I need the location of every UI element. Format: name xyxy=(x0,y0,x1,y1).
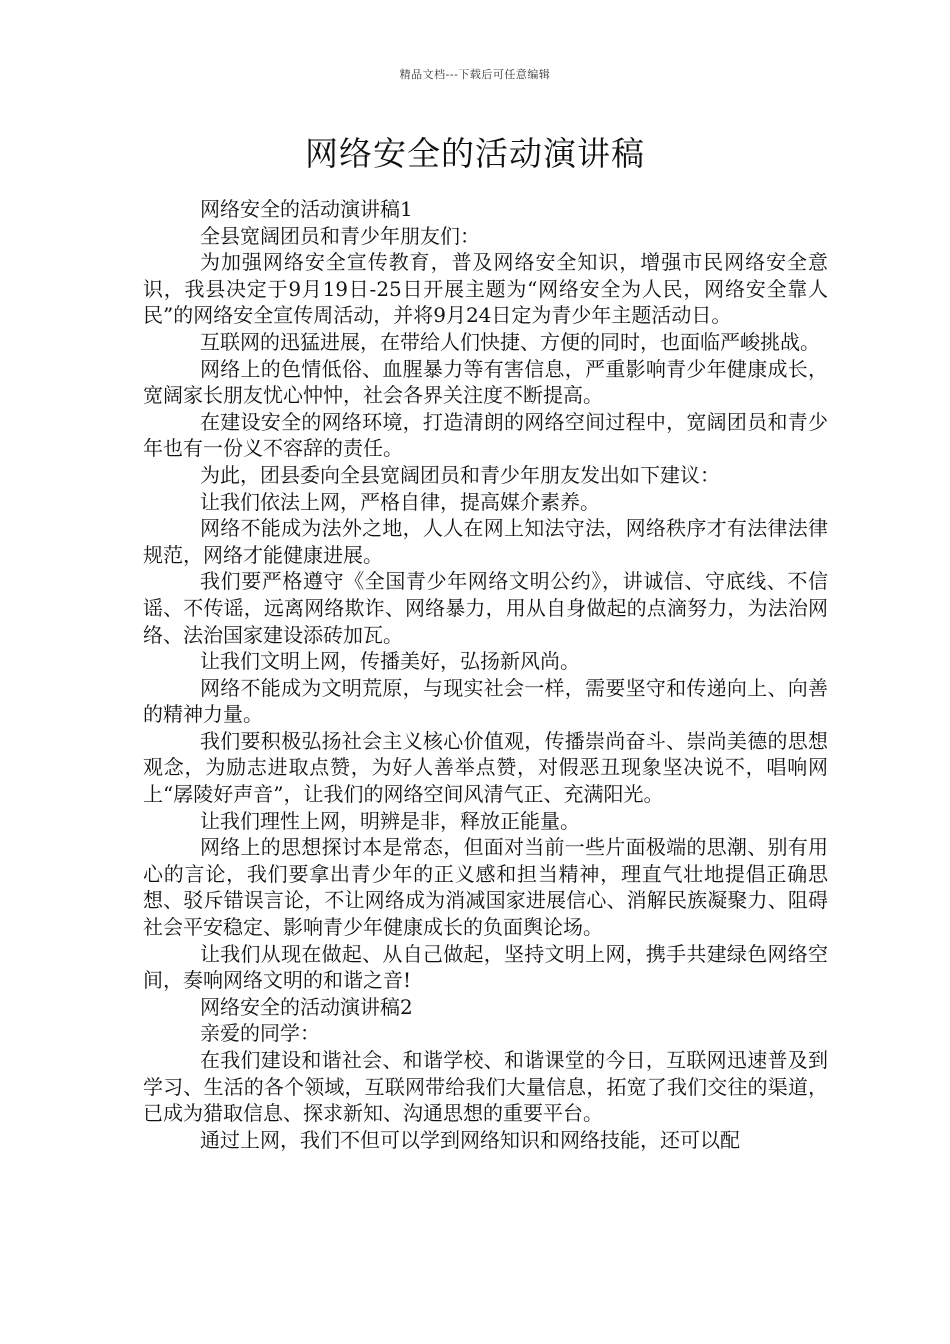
paragraph: 我们要积极弘扬社会主义核心价值观，传播崇尚奋斗、崇尚美德的思想观念，为励志进取点赞，为好人善举点赞，对假恶丑现象坚决说不，唱响网上“孱陵好声音”，让我们的网络空间风清气正、充满阳光。 xyxy=(143,728,828,807)
paragraph: 网络不能成为法外之地，人人在网上知法守法，网络秩序才有法律法律规范，网络才能健康进展。 xyxy=(143,516,828,567)
paragraph: 网络上的思想探讨本是常态，但面对当前一些片面极端的思潮、别有用心的言论，我们要拿出青少年的正义感和担当精神，理直气壮地提倡正确思想、驳斥错误言论，不让网络成为消减国家进展信心、消解民族凝聚力、阻碍社会平安稳定、影响青少年健康成长的负面舆论场。 xyxy=(143,835,828,940)
paragraph: 为加强网络安全宣传教育，普及网络安全知识，增强市民网络安全意识，我县决定于9月19日-25日开展主题为“网络安全为人民，网络安全靠人民”的网络安全宣传周活动，并将9月24日定为青少年主题活动日。 xyxy=(143,250,828,328)
paragraph: 通过上网，我们不但可以学到网络知识和网络技能，还可以配 xyxy=(200,1127,740,1152)
paragraph: 在建设安全的网络环境，打造清朗的网络空间过程中，宽阔团员和青少年也有一份义不容辞的责任。 xyxy=(143,409,828,461)
paragraph: 让我们依法上网，严格自律，提高媒介素养。 xyxy=(200,489,600,514)
paragraph: 为此，团县委向全县宽阔团员和青少年朋友发出如下建议： xyxy=(200,462,720,487)
paragraph: 让我们理性上网，明辨是非，释放正能量。 xyxy=(200,808,580,833)
paragraph: 亲爱的同学： xyxy=(200,1021,320,1046)
paragraph: 网络安全的活动演讲稿1 xyxy=(200,197,413,221)
paragraph: 在我们建设和谐社会、和谐学校、和谐课堂的今日，互联网迅速普及到学习、生活的各个领域，互联网带给我们大量信息，拓宽了我们交往的渠道，已成为猎取信息、探求新知、沟通思想的重要平台。 xyxy=(143,1048,828,1126)
paragraph: 网络上的色情低俗、血腥暴力等有害信息，严重影响青少年健康成长，宽阔家长朋友忧心忡忡，社会各界关注度不断提高。 xyxy=(143,356,828,408)
paragraph: 让我们文明上网，传播美好，弘扬新风尚。 xyxy=(200,649,580,674)
document-body xyxy=(143,196,828,1153)
paragraph: 互联网的迅猛进展，在带给人们快捷、方便的同时，也面临严峻挑战。 xyxy=(200,329,820,354)
header-note: 精品文档---下载后可任意编辑 xyxy=(399,68,551,81)
paragraph: 网络不能成为文明荒原，与现实社会一样，需要坚守和传递向上、向善的精神力量。 xyxy=(143,675,828,727)
paragraph: 我们要严格遵守《全国青少年网络文明公约》，讲诚信、守底线、不信谣、不传谣，远离网络欺诈、网络暴力，用从自身做起的点滴努力，为法治网络、法治国家建设添砖加瓦。 xyxy=(143,569,828,647)
document-title: 网络安全的活动演讲稿 xyxy=(305,134,645,173)
paragraph: 网络安全的活动演讲稿2 xyxy=(200,994,413,1019)
paragraph: 全县宽阔团员和青少年朋友们： xyxy=(200,223,480,248)
paragraph: 让我们从现在做起、从自己做起，坚持文明上网，携手共建绿色网络空间，奏响网络文明的和谐之音! xyxy=(143,941,828,993)
